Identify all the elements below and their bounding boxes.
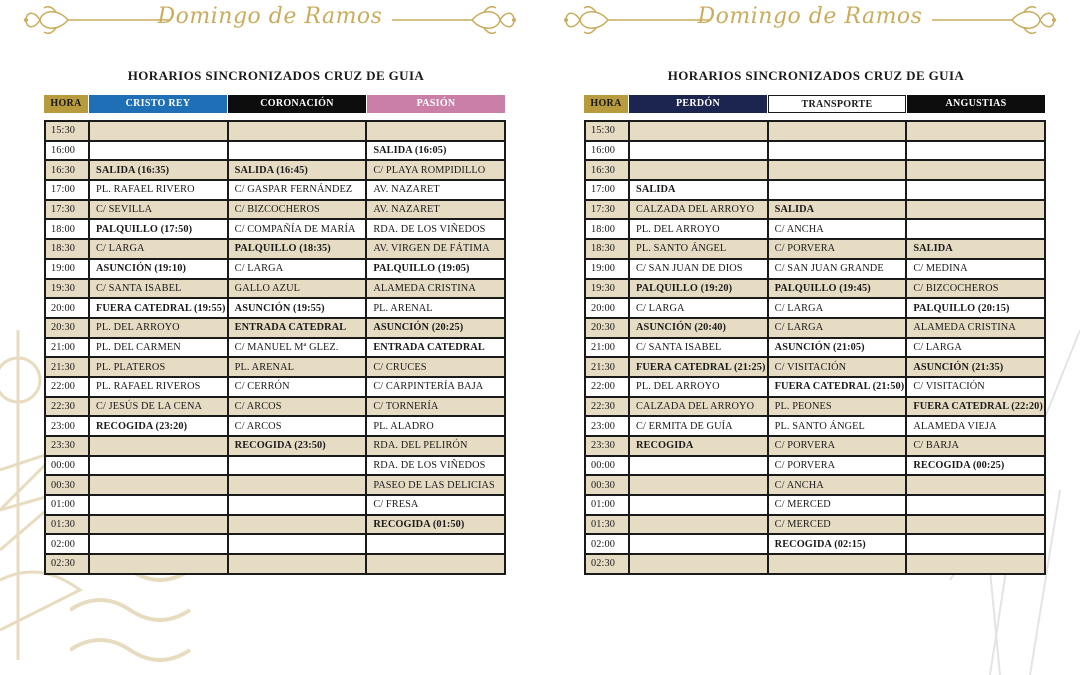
route-cell	[768, 160, 907, 180]
schedule-table	[584, 120, 1046, 575]
route-cell	[228, 456, 367, 476]
route-cell: RECOGIDA	[629, 436, 768, 456]
route-cell	[906, 515, 1045, 535]
route-cell: RECOGIDA (00:25)	[906, 456, 1045, 476]
table-row	[45, 397, 505, 417]
route-cell: C/ SAN JUAN GRANDE	[768, 259, 907, 279]
route-cell: C/ ANCHA	[768, 219, 907, 239]
table-row	[585, 239, 1045, 259]
column-headers	[584, 95, 1046, 113]
route-cell: AV. NAZARET	[366, 180, 505, 200]
time-cell: 15:30	[45, 121, 89, 141]
route-cell: FUERA CATEDRAL (19:55)	[89, 298, 228, 318]
table-row	[585, 279, 1045, 299]
time-cell: 17:30	[585, 200, 629, 220]
route-cell: FUERA CATEDRAL (21:50)	[768, 377, 907, 397]
time-cell: 23:00	[45, 416, 89, 436]
time-cell: 19:30	[45, 279, 89, 299]
time-cell: 01:00	[585, 495, 629, 515]
time-cell: 20:30	[45, 318, 89, 338]
table-row	[585, 416, 1045, 436]
sub-title: HORARIOS SINCRONIZADOS CRUZ DE GUIA	[127, 68, 425, 83]
page-header	[0, 2, 540, 42]
route-cell	[89, 495, 228, 515]
route-cell	[906, 160, 1045, 180]
route-cell: PALQUILLO (18:35)	[228, 239, 367, 259]
route-cell: PALQUILLO (20:15)	[906, 298, 1045, 318]
route-cell: ALAMEDA VIEJA	[906, 416, 1045, 436]
table-row	[45, 436, 505, 456]
time-cell: 20:00	[45, 298, 89, 318]
route-cell: PALQUILLO (19:20)	[629, 279, 768, 299]
route-cell	[89, 456, 228, 476]
time-cell: 00:00	[45, 456, 89, 476]
route-cell	[906, 554, 1045, 574]
route-cell: C/ BIZCOCHEROS	[228, 200, 367, 220]
route-cell: ALAMEDA CRISTINA	[906, 318, 1045, 338]
route-cell: C/ MERCED	[768, 515, 907, 535]
route-cell: PL. PLATEROS	[89, 357, 228, 377]
table-row	[585, 436, 1045, 456]
route-cell: C/ CERRÓN	[228, 377, 367, 397]
route-cell	[228, 534, 367, 554]
route-cell: C/ ANCHA	[768, 475, 907, 495]
time-cell: 18:30	[585, 239, 629, 259]
table-row	[585, 200, 1045, 220]
route-cell	[629, 554, 768, 574]
time-cell: 17:00	[45, 180, 89, 200]
route-cell	[228, 515, 367, 535]
route-cell: FUERA CATEDRAL (21:25)	[629, 357, 768, 377]
header-title: Domingo de Ramos	[697, 4, 923, 29]
table-row	[585, 121, 1045, 141]
route-cell: RECOGIDA (01:50)	[366, 515, 505, 535]
time-cell: 23:00	[585, 416, 629, 436]
route-cell: C/ TORNERÍA	[366, 397, 505, 417]
table-row	[585, 259, 1045, 279]
route-cell: SALIDA (16:05)	[366, 141, 505, 161]
route-cell	[89, 475, 228, 495]
time-cell: 17:00	[585, 180, 629, 200]
route-cell: C/ SEVILLA	[89, 200, 228, 220]
time-cell: 01:30	[585, 515, 629, 535]
route-cell: CALZADA DEL ARROYO	[629, 200, 768, 220]
route-cell: CALZADA DEL ARROYO	[629, 397, 768, 417]
route-cell: C/ LARGA	[629, 298, 768, 318]
route-cell: PL. SANTO ÁNGEL	[768, 416, 907, 436]
route-cell: C/ ARCOS	[228, 416, 367, 436]
route-cell	[89, 121, 228, 141]
time-cell: 19:30	[585, 279, 629, 299]
route-cell: SALIDA	[906, 239, 1045, 259]
route-cell: ASUNCIÓN (21:05)	[768, 338, 907, 358]
coronacion-header: CORONACIÓN	[228, 95, 366, 113]
table-row	[585, 141, 1045, 161]
time-cell: 01:30	[45, 515, 89, 535]
route-cell: SALIDA (16:35)	[89, 160, 228, 180]
table-row	[45, 515, 505, 535]
route-cell	[768, 121, 907, 141]
route-cell: PL. RAFAEL RIVEROS	[89, 377, 228, 397]
time-cell: 19:00	[585, 259, 629, 279]
route-cell	[629, 121, 768, 141]
time-cell: 00:30	[585, 475, 629, 495]
time-cell: 22:00	[45, 377, 89, 397]
route-cell: PL. ARENAL	[366, 298, 505, 318]
route-cell	[366, 121, 505, 141]
route-cell	[228, 141, 367, 161]
time-cell: 16:00	[585, 141, 629, 161]
time-cell: 16:00	[45, 141, 89, 161]
table-row	[585, 515, 1045, 535]
route-cell: C/ CRUCES	[366, 357, 505, 377]
table-row	[585, 475, 1045, 495]
table-row	[45, 200, 505, 220]
time-cell: 17:30	[45, 200, 89, 220]
route-cell: PALQUILLO (17:50)	[89, 219, 228, 239]
hora-header: HORA	[44, 95, 88, 113]
table-row	[585, 219, 1045, 239]
table-row	[45, 121, 505, 141]
table-row	[585, 318, 1045, 338]
route-cell	[89, 554, 228, 574]
route-cell	[629, 495, 768, 515]
route-cell: ENTRADA CATEDRAL	[366, 338, 505, 358]
route-cell: C/ LARGA	[89, 239, 228, 259]
table-row	[585, 180, 1045, 200]
route-cell: C/ PORVERA	[768, 239, 907, 259]
route-cell: RECOGIDA (02:15)	[768, 534, 907, 554]
route-cell: C/ SAN JUAN DE DIOS	[629, 259, 768, 279]
route-cell	[906, 475, 1045, 495]
route-cell: FUERA CATEDRAL (22:20)	[906, 397, 1045, 417]
route-cell	[906, 534, 1045, 554]
route-cell	[629, 456, 768, 476]
table-row	[585, 534, 1045, 554]
table-row	[45, 180, 505, 200]
route-cell	[228, 121, 367, 141]
time-cell: 22:30	[45, 397, 89, 417]
route-cell: C/ MANUEL Mª GLEZ.	[228, 338, 367, 358]
route-cell: C/ VISITACIÓN	[768, 357, 907, 377]
route-cell: C/ COMPAÑÍA DE MARÍA	[228, 219, 367, 239]
route-cell	[629, 160, 768, 180]
route-cell	[906, 121, 1045, 141]
route-cell: C/ GASPAR FERNÁNDEZ	[228, 180, 367, 200]
route-cell: C/ LARGA	[906, 338, 1045, 358]
route-cell	[906, 180, 1045, 200]
route-cell: AV. NAZARET	[366, 200, 505, 220]
route-cell: ALAMEDA CRISTINA	[366, 279, 505, 299]
hora-header: HORA	[584, 95, 628, 113]
table-row	[45, 456, 505, 476]
schedule-table	[44, 120, 506, 575]
time-cell: 15:30	[585, 121, 629, 141]
column-headers	[44, 95, 506, 113]
table-row	[45, 377, 505, 397]
route-cell: ASUNCIÓN (19:10)	[89, 259, 228, 279]
route-cell	[906, 141, 1045, 161]
pasion-header: PASIÓN	[367, 95, 505, 113]
route-cell	[768, 554, 907, 574]
route-cell: PL. ARENAL	[228, 357, 367, 377]
route-cell	[228, 475, 367, 495]
route-cell	[89, 534, 228, 554]
route-cell: PL. DEL ARROYO	[629, 377, 768, 397]
route-cell: PASEO DE LAS DELICIAS	[366, 475, 505, 495]
route-cell: C/ ERMITA DE GUÍA	[629, 416, 768, 436]
route-cell	[366, 554, 505, 574]
time-cell: 01:00	[45, 495, 89, 515]
time-cell: 21:30	[585, 357, 629, 377]
route-cell: C/ MEDINA	[906, 259, 1045, 279]
table-row	[45, 141, 505, 161]
table-row	[585, 397, 1045, 417]
route-cell	[89, 141, 228, 161]
time-cell: 00:30	[45, 475, 89, 495]
route-cell: RDA. DE LOS VIÑEDOS	[366, 456, 505, 476]
route-cell	[629, 534, 768, 554]
table-row	[45, 534, 505, 554]
time-cell: 18:30	[45, 239, 89, 259]
route-cell	[906, 200, 1045, 220]
perdon-header: PERDÓN	[629, 95, 767, 113]
right-page	[540, 0, 1080, 675]
header-title: Domingo de Ramos	[157, 4, 383, 29]
route-cell: SALIDA	[768, 200, 907, 220]
route-cell: C/ PORVERA	[768, 436, 907, 456]
time-cell: 02:00	[45, 534, 89, 554]
route-cell: PL. PEONES	[768, 397, 907, 417]
route-cell	[629, 141, 768, 161]
sub-title: HORARIOS SINCRONIZADOS CRUZ DE GUIA	[667, 68, 965, 83]
route-cell: C/ PORVERA	[768, 456, 907, 476]
route-cell	[906, 495, 1045, 515]
cristo-rey-header: CRISTO REY	[89, 95, 227, 113]
time-cell: 22:30	[585, 397, 629, 417]
table-row	[45, 475, 505, 495]
route-cell	[89, 436, 228, 456]
route-cell: C/ BIZCOCHEROS	[906, 279, 1045, 299]
table-row	[585, 554, 1045, 574]
route-cell: PALQUILLO (19:45)	[768, 279, 907, 299]
table-row	[45, 279, 505, 299]
time-cell: 20:30	[585, 318, 629, 338]
route-cell	[906, 219, 1045, 239]
route-cell	[768, 180, 907, 200]
route-cell	[366, 534, 505, 554]
route-cell: PL. DEL ARROYO	[89, 318, 228, 338]
time-cell: 21:00	[585, 338, 629, 358]
route-cell: ASUNCIÓN (20:40)	[629, 318, 768, 338]
time-cell: 02:30	[45, 554, 89, 574]
table-row	[45, 219, 505, 239]
table-row	[45, 357, 505, 377]
route-cell: PL. DEL CARMEN	[89, 338, 228, 358]
time-cell: 22:00	[585, 377, 629, 397]
route-cell	[768, 141, 907, 161]
route-cell: RECOGIDA (23:20)	[89, 416, 228, 436]
time-cell: 00:00	[585, 456, 629, 476]
route-cell	[228, 554, 367, 574]
route-cell: GALLO AZUL	[228, 279, 367, 299]
table-row	[45, 239, 505, 259]
route-cell	[89, 515, 228, 535]
table-row	[585, 456, 1045, 476]
time-cell: 23:30	[45, 436, 89, 456]
route-cell: SALIDA (16:45)	[228, 160, 367, 180]
route-cell: RDA. DE LOS VIÑEDOS	[366, 219, 505, 239]
table-row	[45, 495, 505, 515]
transporte-header: TRANSPORTE	[768, 95, 906, 113]
route-cell: RDA. DEL PELIRÓN	[366, 436, 505, 456]
table-row	[585, 298, 1045, 318]
route-cell: C/ BARJA	[906, 436, 1045, 456]
route-cell: ASUNCIÓN (21:35)	[906, 357, 1045, 377]
time-cell: 18:00	[45, 219, 89, 239]
route-cell: C/ VISITACIÓN	[906, 377, 1045, 397]
route-cell: C/ LARGA	[768, 318, 907, 338]
time-cell: 21:30	[45, 357, 89, 377]
time-cell: 21:00	[45, 338, 89, 358]
time-cell: 23:30	[585, 436, 629, 456]
table-row	[45, 416, 505, 436]
time-cell: 02:30	[585, 554, 629, 574]
time-cell: 19:00	[45, 259, 89, 279]
route-cell: PL. DEL ARROYO	[629, 219, 768, 239]
route-cell: PL. ALADRO	[366, 416, 505, 436]
route-cell	[629, 515, 768, 535]
time-cell: 20:00	[585, 298, 629, 318]
route-cell: C/ LARGA	[228, 259, 367, 279]
route-cell: PALQUILLO (19:05)	[366, 259, 505, 279]
time-cell: 18:00	[585, 219, 629, 239]
route-cell: C/ MERCED	[768, 495, 907, 515]
route-cell: C/ FRESA	[366, 495, 505, 515]
route-cell: C/ SANTA ISABEL	[89, 279, 228, 299]
route-cell: PL. RAFAEL RIVERO	[89, 180, 228, 200]
time-cell: 16:30	[585, 160, 629, 180]
table-row	[45, 160, 505, 180]
table-row	[585, 495, 1045, 515]
route-cell: AV. VIRGEN DE FÁTIMA	[366, 239, 505, 259]
route-cell: C/ LARGA	[768, 298, 907, 318]
route-cell: PL. SANTO ÁNGEL	[629, 239, 768, 259]
route-cell: C/ JESÚS DE LA CENA	[89, 397, 228, 417]
table-row	[45, 259, 505, 279]
table-row	[585, 338, 1045, 358]
table-row	[45, 318, 505, 338]
table-row	[45, 338, 505, 358]
table-row	[45, 298, 505, 318]
table-row	[45, 554, 505, 574]
angustias-header: ANGUSTIAS	[907, 95, 1045, 113]
route-cell: RECOGIDA (23:50)	[228, 436, 367, 456]
page-header	[540, 2, 1080, 42]
table-row	[585, 160, 1045, 180]
route-cell	[629, 475, 768, 495]
route-cell: C/ PLAYA ROMPIDILLO	[366, 160, 505, 180]
time-cell: 02:00	[585, 534, 629, 554]
route-cell: C/ ARCOS	[228, 397, 367, 417]
route-cell: ASUNCIÓN (19:55)	[228, 298, 367, 318]
table-row	[585, 377, 1045, 397]
route-cell	[228, 495, 367, 515]
table-row	[585, 357, 1045, 377]
route-cell: C/ CARPINTERÍA BAJA	[366, 377, 505, 397]
route-cell: SALIDA	[629, 180, 768, 200]
time-cell: 16:30	[45, 160, 89, 180]
route-cell: ENTRADA CATEDRAL	[228, 318, 367, 338]
route-cell: C/ SANTA ISABEL	[629, 338, 768, 358]
route-cell: ASUNCIÓN (20:25)	[366, 318, 505, 338]
